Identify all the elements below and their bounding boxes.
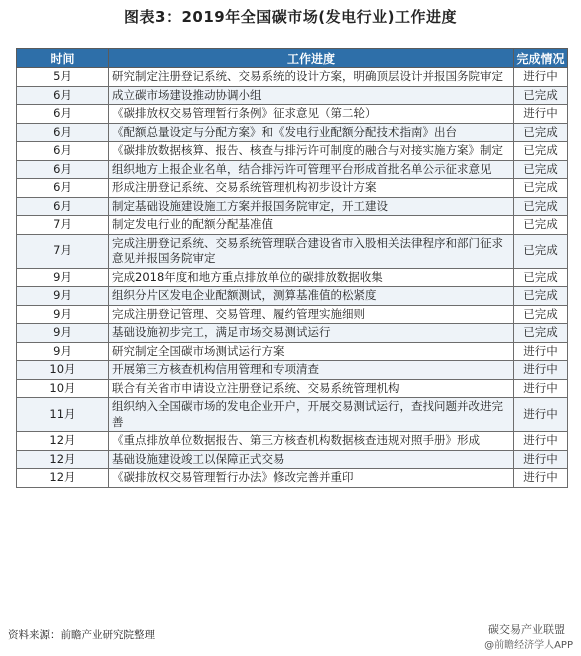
cell-time: 9月 [17,305,109,324]
cell-time: 12月 [17,469,109,488]
header-status: 完成情况 [514,49,568,68]
table-header [17,49,568,68]
cell-time: 10月 [17,379,109,398]
cell-progress: 联合有关省市申请设立注册登记系统、交易系统管理机构 [109,379,514,398]
cell-progress: 形成注册登记系统、交易系统管理机构初步设计方案 [109,179,514,198]
cell-time: 9月 [17,324,109,343]
table-row [17,398,568,432]
cell-time: 6月 [17,105,109,124]
cell-progress: 《重点排放单位数据报告、第三方核查机构数据核查违规对照手册》形成 [109,432,514,451]
table-row [17,324,568,343]
cell-progress: 研究制定注册登记系统、交易系统的设计方案，明确顶层设计并报国务院审定 [109,68,514,87]
table-row [17,86,568,105]
table-row [17,432,568,451]
cell-status: 进行中 [514,379,568,398]
cell-status: 已完成 [514,160,568,179]
cell-status: 进行中 [514,469,568,488]
table-row [17,287,568,306]
cell-progress: 《碳排放数据核算、报告、核查与排污许可制度的融合与对接实施方案》制定 [109,142,514,161]
cell-status: 进行中 [514,342,568,361]
watermark-brand: 碳交易产业联盟 [488,623,565,636]
table-row [17,68,568,87]
cell-status: 进行中 [514,68,568,87]
table-row [17,216,568,235]
cell-time: 6月 [17,197,109,216]
cell-progress: 完成注册登记系统、交易系统管理联合建设省市入股相关法律程序和部门征求意见并报国务院审定 [109,234,514,268]
cell-status: 已完成 [514,142,568,161]
cell-time: 7月 [17,234,109,268]
table-row [17,361,568,380]
cell-progress: 研究制定全国碳市场测试运行方案 [109,342,514,361]
cell-status: 已完成 [514,123,568,142]
progress-table [16,48,568,488]
cell-time: 11月 [17,398,109,432]
cell-progress: 成立碳市场建设推动协调小组 [109,86,514,105]
table-row [17,197,568,216]
header-time: 时间 [17,49,109,68]
cell-status: 已完成 [514,324,568,343]
cell-status: 已完成 [514,86,568,105]
cell-progress: 组织地方上报企业名单，结合排污许可管理平台形成首批名单公示征求意见 [109,160,514,179]
header-progress: 工作进度 [109,49,514,68]
cell-time: 6月 [17,86,109,105]
cell-progress: 《碳排放权交易管理暂行条例》征求意见（第二轮） [109,105,514,124]
cell-time: 10月 [17,361,109,380]
cell-status: 进行中 [514,450,568,469]
cell-status: 已完成 [514,234,568,268]
cell-progress: 制定基础设施建设施工方案并报国务院审定，开工建设 [109,197,514,216]
table-row [17,268,568,287]
table-row [17,379,568,398]
cell-time: 9月 [17,342,109,361]
table-row [17,105,568,124]
table-body [17,68,568,488]
cell-status: 已完成 [514,179,568,198]
cell-time: 12月 [17,450,109,469]
cell-progress: 《配额总量设定与分配方案》和《发电行业配额分配技术指南》出台 [109,123,514,142]
cell-status: 已完成 [514,268,568,287]
chart-title: 图表3：2019年全国碳市场(发电行业)工作进度 [124,8,457,26]
table-row [17,234,568,268]
cell-status: 进行中 [514,105,568,124]
table-row [17,160,568,179]
cell-time: 6月 [17,142,109,161]
cell-status: 已完成 [514,197,568,216]
cell-progress: 完成2018年度和地方重点排放单位的碳排放数据收集 [109,268,514,287]
cell-progress: 基础设施初步完工，满足市场交易测试运行 [109,324,514,343]
cell-status: 已完成 [514,216,568,235]
table-row [17,450,568,469]
cell-progress: 组织分片区发电企业配额测试，测算基准值的松紧度 [109,287,514,306]
cell-progress: 组织纳入全国碳市场的发电企业开户，开展交易测试运行，查找问题并改进完善 [109,398,514,432]
cell-progress: 《碳排放权交易管理暂行办法》修改完善并重印 [109,469,514,488]
cell-progress: 制定发电行业的配额分配基准值 [109,216,514,235]
cell-time: 6月 [17,160,109,179]
cell-status: 已完成 [514,305,568,324]
cell-time: 6月 [17,179,109,198]
cell-time: 5月 [17,68,109,87]
cell-time: 9月 [17,268,109,287]
source-note: 资料来源：前瞻产业研究院整理 [8,629,155,641]
table-row [17,469,568,488]
cell-progress: 开展第三方核查机构信用管理和专项清查 [109,361,514,380]
watermark-app: @前瞻经济学人APP [484,640,573,651]
table-row [17,142,568,161]
table-row [17,342,568,361]
cell-time: 7月 [17,216,109,235]
cell-status: 进行中 [514,432,568,451]
cell-time: 9月 [17,287,109,306]
cell-time: 12月 [17,432,109,451]
cell-status: 进行中 [514,361,568,380]
cell-status: 已完成 [514,287,568,306]
cell-status: 进行中 [514,398,568,432]
cell-time: 6月 [17,123,109,142]
cell-progress: 基础设施建设竣工以保障正式交易 [109,450,514,469]
cell-progress: 完成注册登记管理、交易管理、履约管理实施细则 [109,305,514,324]
table-row [17,305,568,324]
table-row [17,123,568,142]
table-row [17,179,568,198]
